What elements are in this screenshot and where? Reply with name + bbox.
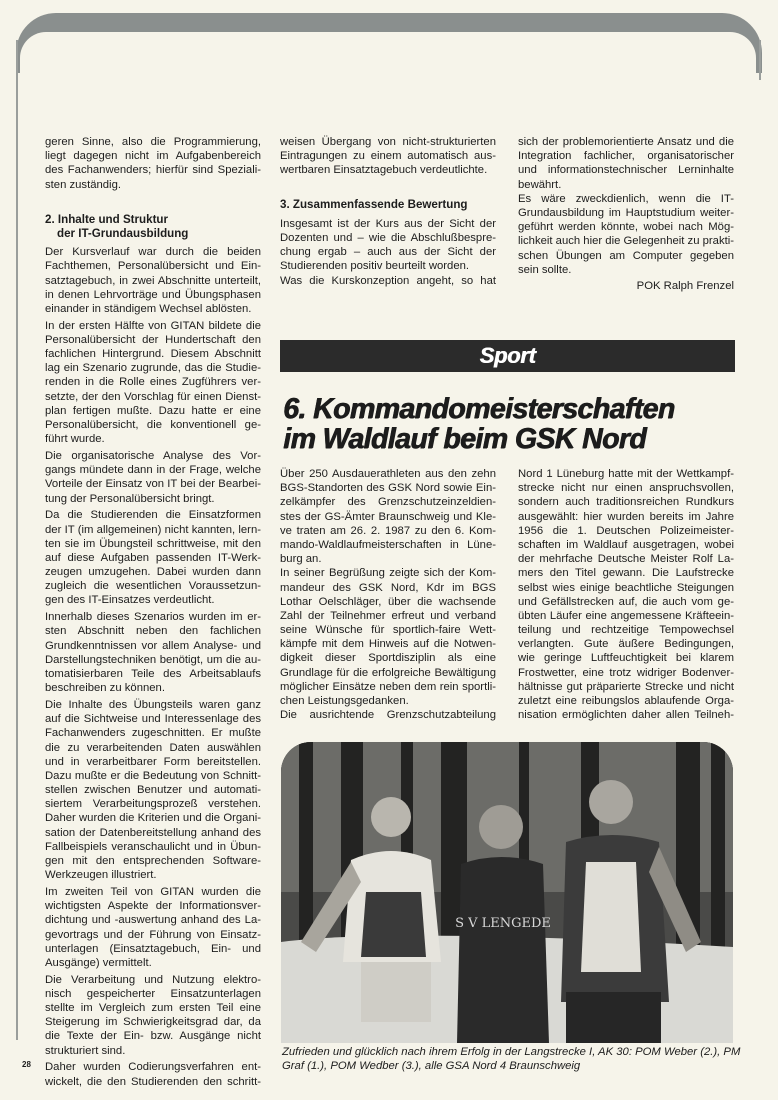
text-line: Grundlage für die erfolgreiche Bewältigung bbox=[280, 666, 496, 679]
text-line: setzte, der den Vorschlag für einen Dienst- bbox=[45, 390, 261, 403]
text-line: auf diese Aufgaben passenden IT-Werk- bbox=[45, 551, 261, 564]
page-number: 28 bbox=[22, 1060, 31, 1069]
text-line: nisation ermöglichten daher allen Teilneh- bbox=[518, 709, 734, 722]
section-heading-2-line2: der IT-Grundausbildung bbox=[57, 226, 189, 240]
text-line: Steigerung im Schwierigkeitsgrad dar, da bbox=[45, 1016, 261, 1029]
text-line: einander in ständigem Wechsel ablösten. bbox=[45, 302, 252, 315]
photo-caption-line2: Graf (1.), POM Wedber (3.), alle GSA Nord 4 Braunschweig bbox=[282, 1060, 581, 1072]
section-heading-2-line1: 2. Inhalte und Struktur bbox=[45, 212, 169, 226]
text-line: Ausgänge) vermittelt. bbox=[45, 956, 152, 969]
text-line: verlangten. Gute äußere Bedingungen, bbox=[518, 638, 734, 651]
text-line: satztagebuch, in zwei Abschnitte unterteilt, bbox=[45, 274, 261, 287]
text-line: lag ein Szenario zugrunde, das die Studie- bbox=[45, 362, 261, 375]
text-line: schen Übungen am Computer gegeben bbox=[518, 249, 734, 262]
text-line: zelkämpfer des Grenzschutzeinzeldien- bbox=[280, 496, 496, 509]
text-line: stellte im Vergleich zum ersten Teil eine bbox=[45, 1002, 261, 1015]
section-heading-3: 3. Zusammenfassende Bewertung bbox=[280, 197, 468, 211]
text-line: Lothar Oelschläger, über die wachsende bbox=[280, 595, 496, 608]
text-line: der IT (im allgemeinen) nicht kannten, lern- bbox=[45, 523, 261, 536]
text-line: Über 250 Ausdauerathleten aus den zehn bbox=[280, 468, 496, 480]
text-line: Die ausrichtende Grenzschutzabteilung bbox=[280, 709, 496, 722]
text-line: geren Sinne, also die Programmierung, bbox=[45, 136, 261, 148]
paragraph bbox=[280, 708, 496, 722]
text-line: Grundausbildung im Hauptstudium weiter- bbox=[518, 206, 734, 219]
text-line: gangs mündete dann in der Frage, welche bbox=[45, 464, 261, 477]
text-line: die Texte der Ein- bzw. Ausgänge nicht bbox=[45, 1030, 261, 1043]
text-line: sten Abschnitt neben den fachlichen bbox=[45, 625, 261, 638]
text-line: schaften im Waldlauf ausgetragen, wobei bbox=[518, 538, 734, 551]
article1-column-1 bbox=[45, 135, 261, 1091]
text-line: strukturiert sind. bbox=[45, 1044, 126, 1057]
text-line: Frostwetter, eine trotz widriger Bodenver- bbox=[518, 666, 734, 679]
text-line: sation der Datenbereitstellung anhand des bbox=[45, 826, 261, 839]
text-line: renden in die Rolle eines Zugführers ver- bbox=[45, 376, 261, 389]
shirt-lettering: S V LENGEDE bbox=[455, 916, 551, 931]
article2-column-2 bbox=[280, 467, 496, 725]
text-line: mando-Waldlaufmeisterschaften in Lüne- bbox=[280, 538, 496, 551]
text-line: Der Kursverlauf war durch die beiden bbox=[45, 246, 261, 259]
text-line: strecke nicht nur einen anspruchsvollen, bbox=[518, 482, 734, 495]
text-line: beschreiben zu können. bbox=[45, 682, 165, 695]
section-banner-label: Sport bbox=[479, 343, 536, 368]
text-line: übten Läufer eine angemessene Kräfteein- bbox=[518, 609, 734, 622]
text-line: Insgesamt ist der Kurs aus der Sicht der bbox=[280, 217, 496, 230]
text-line: fachlichen Hintergrund. Diesem Abschnitt bbox=[45, 348, 261, 361]
text-line: sein sollte. bbox=[518, 263, 572, 276]
text-line: Im zweiten Teil von GITAN wurden die bbox=[45, 885, 261, 898]
paragraph bbox=[45, 698, 261, 882]
text-line: unterlagen (Einsatztagebuch, Ein- und bbox=[45, 942, 261, 955]
photo-caption-line1: Zufrieden und glücklich nach ihrem Erfolg in der Langstrecke I, AK 30: POM Weber (2.), PM bbox=[282, 1046, 741, 1058]
text-line: Vorteile der Einsatz von IT bei der Bearbei- bbox=[45, 478, 261, 491]
article-title bbox=[283, 394, 674, 454]
article-title-line2: im Waldlauf beim GSK Nord bbox=[283, 423, 646, 455]
text-line: Die organisatorische Analyse des Vor- bbox=[45, 449, 261, 462]
text-line: Dazu mußte er die Bedeutung von Schnitt- bbox=[45, 769, 261, 782]
section-heading-2 bbox=[45, 213, 261, 241]
text-line: chen Leistungsgedanken. bbox=[280, 695, 409, 707]
text-line: Studierenden positiv beurteilt worden. bbox=[280, 260, 470, 273]
text-line: lichkeit auch hier die Gelegenheit zu prakti- bbox=[518, 235, 735, 248]
paragraph bbox=[45, 508, 261, 607]
column3-body-text bbox=[518, 135, 734, 277]
text-line: Personalübersicht der Hundertschaft den bbox=[45, 333, 261, 346]
text-line: teilung und rechtzeitige Tempowechsel bbox=[518, 624, 734, 637]
paragraph bbox=[280, 467, 496, 566]
text-line: ausgewählt: hier wurden bereits im Jahre bbox=[518, 510, 734, 523]
paragraph bbox=[518, 467, 734, 722]
column2-body-text bbox=[280, 217, 496, 288]
text-line: wertbaren Einsatztagebuch verdeutlichte. bbox=[280, 164, 488, 177]
text-line: und Gefällstrecken auf, die auch vom ge- bbox=[518, 595, 734, 608]
paragraph bbox=[45, 973, 261, 1058]
text-line: Innerhalb dieses Szenarios wurden im er- bbox=[45, 611, 261, 624]
article-title-line1: 6. Kommandomeisterschaften bbox=[283, 393, 675, 425]
text-line: führt wurde. bbox=[45, 433, 105, 446]
text-line: burg an. bbox=[280, 553, 322, 566]
text-line: sten zuständig. bbox=[45, 178, 121, 191]
text-line: selbst wies einige beachtliche Steigungen bbox=[518, 581, 734, 594]
text-line: Fachthemen, Personalübersicht und Ein- bbox=[45, 260, 261, 273]
article1-column-2 bbox=[280, 135, 496, 290]
article2-column2-text bbox=[280, 467, 496, 722]
text-line: der mehrfache Deutsche Meister Rolf La- bbox=[518, 553, 734, 566]
text-line: Die Inhalte des Übungsteils waren ganz bbox=[45, 698, 261, 711]
text-line: Daher wurden Codierungsverfahren ent- bbox=[45, 1061, 261, 1074]
text-line: dichtung und -auswertung anhand des La- bbox=[45, 914, 261, 927]
text-line: wie geringe Luftfeuchtigkeit bei klarem bbox=[518, 652, 734, 665]
page-frame-inner bbox=[20, 32, 756, 112]
paragraph bbox=[518, 135, 734, 192]
text-line: Eintragungen zu einem automatisch aus- bbox=[280, 150, 496, 163]
paragraph bbox=[45, 610, 261, 695]
text-line: möglicher Einsätze neben dem rein sportli- bbox=[280, 680, 496, 693]
paragraph bbox=[45, 319, 261, 447]
text-line: tung der Personalübersicht bringt. bbox=[45, 492, 215, 505]
text-line: Dozenten und – wie die Abschlußbespre- bbox=[280, 231, 496, 244]
text-line: Personalübersicht, die konventionell ge- bbox=[45, 419, 261, 431]
text-line: gen des IT-Einsatzes verdeutlicht. bbox=[45, 594, 215, 607]
text-line: Grundkenntnissen vor allem Analyse- und bbox=[45, 639, 261, 652]
text-line: Nord 1 Lüneburg hatte mit der Wettkampf- bbox=[518, 468, 734, 480]
paragraph bbox=[45, 1060, 261, 1088]
paragraph bbox=[280, 566, 496, 708]
paragraph bbox=[280, 274, 496, 288]
text-line: Es wäre zweckdienlich, wenn die IT- bbox=[518, 192, 734, 205]
text-line: sondern auch traditionsreichen Rundkurs bbox=[518, 496, 734, 509]
runners-photo bbox=[281, 742, 733, 1043]
text-line: gen mit den entsprechenden Software- bbox=[45, 855, 261, 867]
text-line: Zahl der Teilnehmer erfreut und verband bbox=[280, 609, 496, 622]
text-line: Da die Studierenden die Einsatzformen bbox=[45, 509, 261, 522]
text-line: stellen zwischen Benutzer und automati- bbox=[45, 784, 261, 797]
text-line: zeugen umzugehen. Dabei wurden dann bbox=[45, 566, 261, 579]
text-line: In der ersten Hälfte von GITAN bildete die bbox=[45, 319, 261, 332]
paragraph bbox=[518, 192, 734, 277]
text-line: nisch gespeicherter Einsatzunterlagen bbox=[45, 987, 261, 1000]
text-line: wichtigsten Aspekte der Informationsver- bbox=[45, 900, 261, 913]
article1-column-3 bbox=[518, 135, 734, 294]
author-signature: POK Ralph Frenzel bbox=[636, 280, 734, 293]
text-line: BGS-Standorten des GSK Nord sowie Ein- bbox=[280, 482, 496, 495]
text-line: hältnisse gut präparierte Strecke und nicht bbox=[518, 680, 734, 693]
text-line: In seiner Begrüßung zeigte sich der Kom- bbox=[280, 567, 496, 580]
text-line: 1956 die 1. Deutschen Polizeimeister- bbox=[518, 524, 734, 537]
text-line: gevortrags und der Führung von Einsatz- bbox=[45, 928, 261, 941]
text-line: Die Verarbeitung und Nutzung elektro- bbox=[45, 973, 261, 986]
page-frame-right-rule bbox=[759, 40, 761, 80]
text-line: des Fachanwenders; hierfür sind Speziali- bbox=[45, 164, 261, 177]
paragraph bbox=[45, 245, 261, 316]
text-line: zugleich die wesentlichen Voraussetzun- bbox=[45, 580, 261, 593]
text-line: mandeur des GSK Nord, Kdr im BGS bbox=[280, 581, 496, 594]
paragraph bbox=[45, 135, 261, 192]
photo-caption bbox=[282, 1045, 742, 1073]
text-line: chung ergab – auch aus der Sicht der bbox=[280, 246, 496, 259]
text-line: Fachanwenders zugeschnitten. Er mußte bbox=[45, 727, 261, 740]
text-line: die zu verarbeitenden Daten auswählen bbox=[45, 741, 261, 754]
text-line: und in verarbeitbarer Form bereitstellen. bbox=[45, 755, 261, 768]
text-line: plan fertigen mußte. Dazu hatte er eine bbox=[45, 404, 261, 417]
column1-intro-text bbox=[45, 135, 261, 192]
text-line: stes der GS-Ämter Braunschweig und Kle- bbox=[280, 510, 496, 523]
paragraph bbox=[45, 885, 261, 970]
text-line: Darstellungstechniken benötigt, um die au- bbox=[45, 653, 261, 666]
text-line: geführt werden könnte, wobei nach Mög- bbox=[518, 221, 734, 234]
paragraph bbox=[280, 217, 496, 274]
text-line: siertem Verarbeitungsprozeß verstehen. bbox=[45, 798, 261, 811]
text-line: seine Wünsche für sportlich-faire Wett- bbox=[280, 624, 496, 637]
text-line: Daher wurden die Kriterien und die Organi- bbox=[45, 812, 261, 825]
paragraph bbox=[280, 135, 496, 178]
page-frame-left-rule bbox=[16, 40, 18, 1040]
article2-column3-text bbox=[518, 467, 734, 722]
text-line: Werkzeugen illustriert. bbox=[45, 869, 157, 882]
text-line: Fallbeispiels veranschaulicht und in Übun- bbox=[45, 840, 261, 853]
runners-photo-image bbox=[281, 742, 733, 1043]
text-line: auf die Sichtweise und Interessenlage des bbox=[45, 713, 261, 726]
text-line: mers den Titel gewann. Die Laufstrecke bbox=[518, 567, 734, 580]
text-line: ten sie im Übungsteil schrittweise, mit den bbox=[45, 537, 261, 550]
text-line: Integration fachlicher, organisatorischer bbox=[518, 150, 734, 163]
text-line: kämpfe mit dem Hinweis auf die Notwen- bbox=[280, 638, 496, 651]
text-line: ve traten am 26. 2. 1987 zu den 6. Kom- bbox=[280, 524, 496, 537]
text-line: sich der problemorientierte Ansatz und die bbox=[518, 136, 734, 148]
text-line: weisen Übergang von nicht-strukturierten bbox=[280, 136, 496, 148]
text-line: digkeit dieser Sportdisziplin als eine bbox=[280, 652, 496, 665]
text-line: zuletzt eine reibungslos ablaufende Orga- bbox=[518, 695, 734, 707]
section-banner bbox=[280, 340, 735, 372]
text-line: in denen Lehrvorträge und Übungsphasen bbox=[45, 288, 261, 301]
paragraph bbox=[45, 449, 261, 506]
text-line: tomatisierbaren Teile des Arbeitsablaufs bbox=[45, 667, 261, 680]
text-line: wickelt, die den Studierenden den schritt- bbox=[45, 1075, 261, 1088]
text-line: und informationstechnischer Lerninhalte bbox=[518, 164, 734, 177]
column2-intro-text bbox=[280, 135, 496, 178]
text-line: bewährt. bbox=[518, 178, 562, 191]
article2-column-3 bbox=[518, 467, 734, 725]
text-line: liegt dagegen nicht im Aufgabenbereich bbox=[45, 150, 261, 163]
text-line: Was die Kurskonzeption angeht, so hat bbox=[280, 274, 496, 287]
column1-body-text bbox=[45, 245, 261, 1089]
